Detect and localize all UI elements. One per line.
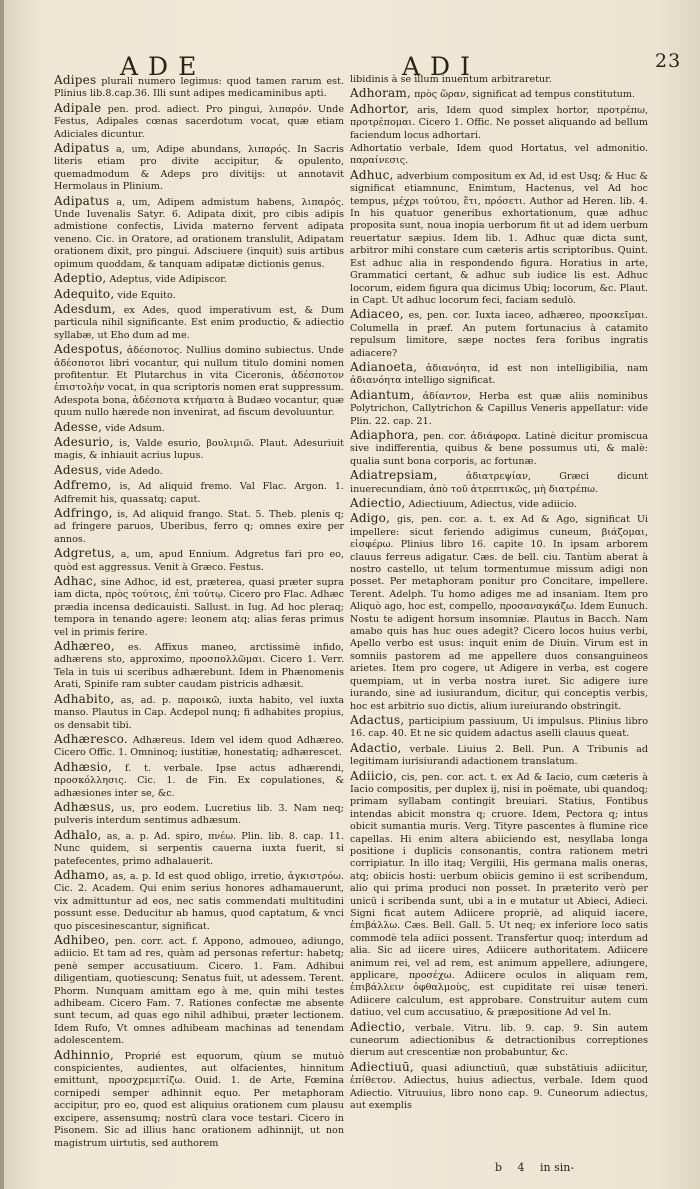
entry-text: aris, Idem quod simplex hortor, προτρέπω, προτρέπομαι. Cicero 1. Offic. Ne posset aliquando ad bellum faciendum locus adhortari. xyxy=(350,104,648,141)
entry-text: Adhortatio verbale, Idem quod Hortatus, vel admonitio. παραίνεσις. xyxy=(350,143,648,167)
entry-text: is, Valde esurio, βουλιμιῶ. Plaut. Adesuriuit magis, & inhiauit acrius lupus. xyxy=(54,437,344,462)
dictionary-entry xyxy=(350,169,648,307)
dictionary-entry xyxy=(54,272,344,286)
entry-headword: Adhabito, xyxy=(54,691,115,706)
entry-text: cis, pen. cor. act. t. ex Ad & Iacio, cum cæteris à Iacio compositis, per duplex ij, nisi in poëmate, ubi quandoq; primam syllabam contingit breuiari. Statius, Fontibus intendas abicit monstra q; cruore. Idem, Pectora q; intus obicit sumantia muris. Verg. Tityre pascentes à flumine rice capellas. Hi enim altera abiiciendo est, nesyllaba longa positione i duplicis consonantis, contra rationem metri corripiatur. In illo itaq; Vergilii, His germana malis oneras, atq; obiicis hosti: uerbum obiicis gemino ii est scribendum, alio qui prima produci non posset. In præterito verò per unicū i scribenda sunt, ubi a in e mutatur ut Abieci, Adieci. Signi ficat autem Adiicere propriè, ad aliquid iacere, ἐπιβάλλω. Cæs. Bell. Gall. 5. Ut neq; ex inferiore loco satis commodè tela adiici possent. Transfertur quoq; interdum ad alia. Sic ad iicere uires, Adiicere authoritatem. Adiicere animum rei, vel ad rem, est animum appellere, adiungere, applicare, προσέχω. Adiicere oculos in aliquam rem, ἐπιβάλλειν ὀφθαλμοὺς, est cupiditate rei uisæ teneri. Adiicere calculum, est approbare. Construitur autem cum datiuo, vel cum accusatiuo, & præpositione Ad vel In. xyxy=(350,771,648,1019)
entry-text: pen. prod. adiect. Pro pingui, λιπαρόν. Unde Festus, Adipales cœnas sacerdotum vocat, quæ etiam Adiciales dicuntur. xyxy=(54,103,344,140)
entry-headword: Adipatus xyxy=(54,141,110,156)
entry-text: is, Ad aliquid frango. Stat. 5. Theb. plenis q; ad fringere paruos, Uberibus, ferro q; omnes exire per annos. xyxy=(54,509,344,545)
entry-text: es, pen. cor. Iuxta iaceo, adhæreo, προσκεῖμαι. Columella in præf. An putem fortunacius à catamito repulsum limitore, sæpe noctes fera foribus ingratis adiacere? xyxy=(350,310,648,359)
entry-text: ἀδιανόητα, id est non intelligibilia, nam ἀδιανόητα intelligo significat. xyxy=(350,362,648,387)
dictionary-entry xyxy=(54,464,344,478)
dictionary-entry xyxy=(350,770,648,1020)
dictionary-entry xyxy=(54,1049,344,1150)
entry-headword: Adhuc, xyxy=(350,167,394,182)
dictionary-entry xyxy=(350,389,648,428)
dictionary-entry xyxy=(350,714,648,741)
entry-text: us, pro eodem. Lucretius lib. 3. Nam neq; pulveris interdum sentimus adhæsum. xyxy=(54,802,344,827)
entry-text: quasi adiunctiuū, quæ substātiuis adiicitur, ἐπίθετον. Adiectus, huius adiectus, verbale. Idem quod Adiectio. Vitruuius, libro nono cap. 9. Cuneorum adiectus, aut exemplis xyxy=(350,1062,648,1112)
entry-headword: Adespotus, xyxy=(54,342,124,357)
entry-headword: Adhortor, xyxy=(350,101,410,116)
dictionary-entry xyxy=(54,74,344,101)
entry-headword: Adhæsio, xyxy=(54,759,112,774)
entry-headword: Adiantum, xyxy=(350,387,415,402)
entry-headword: Adiaceo, xyxy=(350,307,404,322)
entry-text: ἀδέσποτος. Nullius domino subiectus. Unde ἀδέσποτοι libri vocantur, qui nullum titulo domini nomen profitentur. Et Plutarchus in vita Ciceronis, ἀδέσποτον ἐπιστολὴν vocat, in qua scriptoris nomen erat suppressum. Adespota bona, ἀδέσποτα κτήματα à Budæo vocantur, quæ quum nullo hærede non invenirat, ad fiscum devoluuntur. xyxy=(54,345,344,419)
entry-headword: Adhalo, xyxy=(54,827,102,842)
entry-headword: Adiicio, xyxy=(350,768,398,783)
dictionary-entry xyxy=(350,512,648,713)
entry-text: Adeptus, vide Adipiscor. xyxy=(109,274,227,286)
entry-headword: Adipatus xyxy=(54,193,110,208)
entry-headword: Adesurio, xyxy=(54,434,114,449)
entry-headword: Adipale xyxy=(54,100,102,115)
entry-text: vide Adedo. xyxy=(105,465,163,477)
running-head-left: ADE xyxy=(120,52,207,81)
entry-headword: Adhæsus, xyxy=(54,799,115,814)
entry-headword: Adfringo, xyxy=(54,506,113,520)
entry-text: is, Ad aliquid fremo. Val Flac. Argon. 1. Adfremit his, quassatq; caput. xyxy=(54,481,344,505)
entry-text: f. t. verbale. Ipse actus adhærendi, προσκόλλησις. Cic. 1. de Fin. Ex copulationes, & adhæsiones inter se, &c. xyxy=(54,762,344,799)
entry-text: a, um, Adipe abundans, λιπαρός. In Sacris literis etiam pro divite accipitur, & opulento, quemadmodum & Adeps pro divitijs: ut annotavit Hermolaus in Plinium. xyxy=(54,144,344,193)
entry-text: vide Adsum. xyxy=(105,422,165,434)
entry-headword: Adesus, xyxy=(54,462,103,477)
entry-headword: Adfremo, xyxy=(54,478,112,493)
entry-text: libidinis à se illum inuentum arbitraretur. xyxy=(350,74,552,85)
dictionary-entry xyxy=(54,575,344,639)
dictionary-entry xyxy=(350,361,648,388)
entry-headword: Adhoram, xyxy=(350,86,411,101)
entry-text: as, a. p. Id est quod obligo, irretio, ἀγκιστρόω. Cic. 2. Academ. Qui enim serius honores adhamauerunt, vix admittuntur ad eos, nec satis commendati multitudini possunt esse. Deducitur ab hamus, quod captatum, & vnci quo piscesinescantur, significat. xyxy=(54,870,344,932)
dictionary-entry xyxy=(350,1021,648,1060)
dictionary-entry xyxy=(350,74,648,86)
entry-headword: Adhamo, xyxy=(54,867,110,882)
dictionary-entry xyxy=(54,102,344,141)
entry-text: gis, pen. cor. a. t. ex Ad & Ago, significat Ui impellere: sicut feriendo adigimus cuneum, βιάζομαι, εἰσφέρω. Plinius libro 16. capite 10. In ipsam arborem clauus ferreus adigatur. Cæs. de bell. ciu. Tantùm aberat à nostro castello, ut telum tormentumue missum adigi non posset. Per metaphoram ponitur pro Concitare, impellere. Terent. Adelph. Tu homo adiges me ad insaniam. Item pro Aliquò ago, hoc est, compello, προσαναγκάζω. Idem Eunuch. Nostu te adigent horsum insomniæ. Plautus in Bacch. Nam amabo quis has huc oues adegit? Cicero locos huius verbi, Apello verbo est usus: inquit enim de Diuin. Virum est in somniis pastorem ad me appellere duos consanguineos arietes. Item pro cogere, ut Adigere in verba, est cogere quempiam, ut in verba nostra iuret. Sic adigere iure iurando, sine ad iusiurandum, dicitur, qui conceptis verbis, hoc est arbitrio suo dictis, alium iureiurando obstringit. xyxy=(350,514,648,712)
dictionary-entry xyxy=(54,436,344,463)
running-head-right: ADI xyxy=(402,52,480,81)
entry-headword: Adhæresco. xyxy=(54,731,128,746)
dictionary-entry xyxy=(350,1061,648,1113)
entry-text: vide Equito. xyxy=(117,289,176,301)
entry-headword: Adianoeta, xyxy=(350,359,418,374)
entry-text: sine Adhoc, id est, præterea, quasi præter supra iam dicta, πρὸς τούτοις, ἐπὶ τούτῳ. Cicero pro Flac. Adhæc prædia incensa dedicauisti. Sallust. in Iug. Ad hoc pleraq; tempora in tenando agere: leonem atq; alias feras primus vel in primis ferire. xyxy=(54,577,344,638)
entry-text: πρὸς ὥραν, significat ad tempus constitutum. xyxy=(414,89,636,101)
dictionary-entry xyxy=(54,479,344,506)
dictionary-entry xyxy=(54,288,344,302)
dictionary-entry xyxy=(350,308,648,360)
entry-text: ἀδίαντον, Herba est quæ aliis nominibus Polytrichon, Callytrichon & Capillus Veneris appellatur: vide Plin. 22. cap. 21. xyxy=(350,390,648,427)
entry-text: ἀδιατρεψίαν, Græci dicunt inuerecundiam, ἀπὸ τοῦ ἀτρεπτικῶς, μὴ διατρέπω. xyxy=(350,471,648,495)
entry-headword: Adipes xyxy=(54,73,97,87)
dictionary-entry xyxy=(350,497,648,511)
entry-text: adverbium compositum ex Ad, id est Usq; & Huc & significat etiamnunc, Enimtum, Hactenus, vel Ad hoc tempus, μέχρι τούτου, ἔτι, πρόσετι. Author ad Heren. lib. 4. In his quatuor generibus exhortationum, quæ adhuc proposita sunt, noua inopia uerborum fit ut ad idem uerbum reuertatur sæpius. Idem lib. 1. Adhuc quæ dicta sunt, arbitror mihi constare cum cæteris artis scriptoribus. Quint. Est adhuc alia in respondendo figura. Horatius in arte, Grammatici certant, & adhuc sub iudice lis est. Adhuc locorum, eidem figura qua dicimus Ubiq; locorum, &c. Plaut. in Capt. Ut adhuc locorum feci, faciam sedulò. xyxy=(350,170,648,306)
entry-headword: Adigo, xyxy=(350,511,391,526)
entry-headword: Adhibeo, xyxy=(54,933,110,947)
entry-text: as, ad. p. παροικῶ, iuxta habito, vel iuxta manso. Plautus in Cap. Acdepol nunq; fi adhabites propius, os densabit tibi. xyxy=(54,694,344,731)
dictionary-entry xyxy=(54,142,344,194)
dictionary-entry xyxy=(54,829,344,868)
entry-headword: Adiaphora, xyxy=(350,427,419,442)
dictionary-entry xyxy=(54,507,344,546)
dictionary-entry xyxy=(54,733,344,760)
entry-headword: Adeptio, xyxy=(54,271,107,286)
dictionary-entry xyxy=(54,693,344,732)
entry-headword: Adiatrepsiam, xyxy=(350,468,438,483)
dictionary-entry xyxy=(54,195,344,271)
dictionary-entry xyxy=(54,801,344,828)
dictionary-entry xyxy=(54,303,344,342)
right-column xyxy=(350,74,648,1114)
entry-text: Proprié est equorum, qùum se mutuò conspicientes, audientes, aut olfacientes, hinnitum emittunt, προσχρεμετίζω. Ouid. 1. de Arte, Fœmina cornipedi semper adhinnit equo. Per metaphoram accipitur, pro eo, quod est aliquius orationem cum plausu excipere, assensumq; nostrū clara voce testari. Cicero in Pisonem. Sic ad illius hanc orationem adhinnijt, ut non magistrum uirtutis, sed authorem xyxy=(54,1050,344,1149)
dictionary-entry xyxy=(350,87,648,101)
entry-headword: Adhinnio, xyxy=(54,1047,115,1062)
entry-headword: Adiectiuū, xyxy=(350,1059,414,1074)
signature-mark: b 4 xyxy=(495,1161,531,1174)
entry-headword: Adactus, xyxy=(350,712,405,727)
entry-headword: Adiectio, xyxy=(350,496,406,510)
entry-text: verbale. Liuius 2. Bell. Pun. A Tribunis ad legitimam iurisiurandi adactionem translatum. xyxy=(350,743,648,768)
dictionary-entry xyxy=(54,761,344,800)
dictionary-entry xyxy=(54,934,344,1048)
entry-headword: Adiectio, xyxy=(350,1019,406,1034)
page-number: 23 xyxy=(655,50,682,72)
left-column xyxy=(54,74,344,1151)
entry-text: pen. cor. ἀδιάφορα. Latinè dicitur promiscua sive indifferentia, quibus & bene possumus uti, & malè: qualia sunt bona corporis, ac fortunæ. xyxy=(350,430,648,467)
entry-text: a, um, Adipem admistum habens, λιπαρός. Unde Iuvenalis Satyr. 6. Adipata dixit, pro cibis adipis admistione confectis, Livida materno fervent adipata veneno. Cic. in Oratore, ad orationem translulit, Adipatam orationem dixit, pro pingui. Adsciuere (inquit) suis artibus opimum quoddam, & tanquam adipatæ dictionis genus. xyxy=(54,196,344,270)
entry-text: ex Ades, quod imperativum est, & Dum particula nihil significante. Est enim productio, & adiectio syllabæ, ut Eho dum ad me. xyxy=(54,304,344,341)
entry-text: Adiectiuum, Adiectus, vide adiicio. xyxy=(408,499,577,510)
dictionary-entry xyxy=(54,640,344,692)
entry-headword: Adhæreo, xyxy=(54,639,115,654)
entry-headword: Adesdum, xyxy=(54,301,116,316)
entry-text: plurali numero legimus: quod tamen rarum est. Plinius lib.8.cap.36. Illi sunt adipes medicaminibus apti. xyxy=(54,76,344,100)
catchword: in sin- xyxy=(540,1161,575,1174)
entry-headword: Adequito, xyxy=(54,286,115,301)
entry-headword: Adesse, xyxy=(54,419,103,434)
entry-headword: Adhac, xyxy=(54,574,97,589)
dictionary-entry xyxy=(350,469,648,496)
dictionary-entry xyxy=(350,103,648,142)
dictionary-entry xyxy=(350,429,648,468)
entry-text: as, a. p. Ad. spiro, πνέω. Plin. lib. 8. cap. 11. Nunc quidem, si serpentis cauerna iuxta fuerit, si patefecentes, primo adhalauerit. xyxy=(54,830,344,867)
dictionary-entry xyxy=(350,742,648,769)
dictionary-entry xyxy=(54,343,344,419)
entry-headword: Adgretus, xyxy=(54,546,116,561)
entry-text: Adhæreus. Idem vel idem quod Adhæreo. Cicero Offic. 1. Omninoq; iustitiæ, honestatiq; adhærescet. xyxy=(54,734,344,759)
entry-text: a, um, apud Ennium. Adgretus fari pro eo, quòd est aggressus. Venit à Græco. Festus. xyxy=(54,549,344,573)
entry-text: pen. corr. act. f. Appono, admoueo, adiungo, adiicio. Et tam ad res, quàm ad personas refertur: habetq; penè semper accusatiuum. Cicero. 1. Fam. Adhibui diligentiam, quotiescunq; Senatus fuit, ut adessem. Terent. Phorm. Nunquam amittam ego à me, quin mihi testes adhibeam. Cicero Fam. 7. Rationes confectæ me absente sunt tecum, ad quas ego nihil adhibui, præter lectionem. Idem Rufo, Vt omnes adhibeam machinas ad tenendam adolescentem. xyxy=(54,936,344,1047)
entry-text: verbale. Vitru. lib. 9. cap. 9. Sin autem cuneorum adiectionibus & detractionibus correptiones dierum aut crescentiæ non probabuntur, &c. xyxy=(350,1022,648,1059)
entry-headword: Adactio, xyxy=(350,740,402,755)
dictionary-entry xyxy=(54,547,344,574)
dictionary-entry xyxy=(54,869,344,933)
dictionary-entry xyxy=(54,421,344,435)
dictionary-entry xyxy=(350,143,648,168)
entry-text: participium passiuum, Ui impulsus. Plinius libro 16. cap. 40. Et ne sic quidem adactus aselli clauus queat. xyxy=(350,715,648,740)
entry-text: es. Affixus maneo, arctissimè infido, adhærens sto, approximo, προσπολλῶμαι. Cicero 1. Verr. Tela in tuis ui sceribus adhærebunt. Idem in Phænomenis Arati, Spinife ram subter caudam pistricis adhæsit. xyxy=(54,642,344,691)
